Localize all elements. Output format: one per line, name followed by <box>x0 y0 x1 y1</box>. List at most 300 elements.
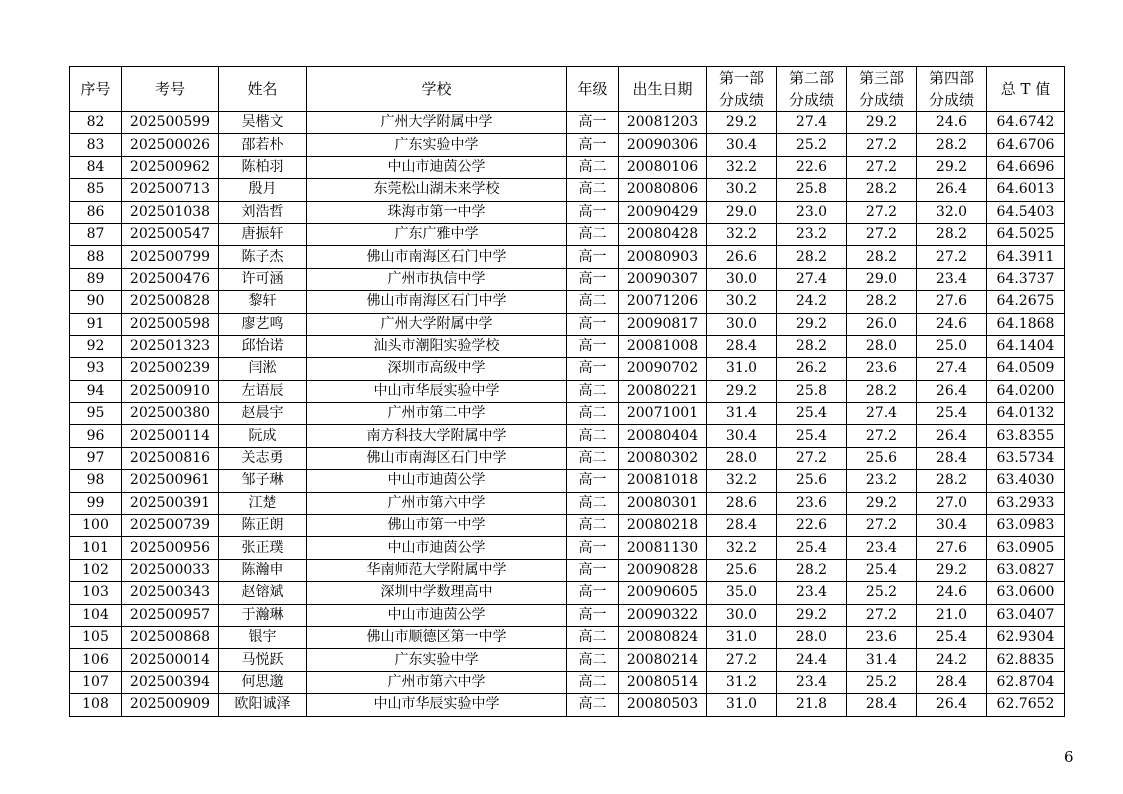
cell-total-t: 63.0600 <box>987 582 1065 604</box>
cell-part4-score: 27.2 <box>917 246 987 268</box>
cell-index: 95 <box>70 403 122 425</box>
table-row <box>70 447 1065 469</box>
cell-part1-score: 32.2 <box>707 156 777 178</box>
cell-index: 96 <box>70 425 122 447</box>
cell-birth-date: 20080404 <box>619 425 707 447</box>
cell-name: 赵晨宇 <box>219 403 307 425</box>
cell-part3-score: 23.2 <box>847 470 917 492</box>
cell-part2-score: 23.4 <box>777 671 847 693</box>
cell-part3-score: 27.2 <box>847 156 917 178</box>
cell-exam-number: 202500739 <box>122 515 219 537</box>
cell-grade: 高一 <box>567 582 619 604</box>
cell-name: 银宇 <box>219 626 307 648</box>
cell-index: 100 <box>70 515 122 537</box>
table-row <box>70 291 1065 313</box>
cell-grade: 高二 <box>567 179 619 201</box>
cell-exam-number: 202500239 <box>122 358 219 380</box>
cell-birth-date: 20080221 <box>619 380 707 402</box>
cell-school: 广州大学附属中学 <box>307 112 567 134</box>
cell-name: 马悦跃 <box>219 649 307 671</box>
cell-part2-score: 29.2 <box>777 604 847 626</box>
cell-index: 106 <box>70 649 122 671</box>
cell-school: 珠海市第一中学 <box>307 201 567 223</box>
cell-grade: 高一 <box>567 201 619 223</box>
cell-index: 97 <box>70 447 122 469</box>
header-grade: 年级 <box>567 67 619 112</box>
cell-school: 广东广雅中学 <box>307 223 567 245</box>
cell-part3-score: 28.2 <box>847 179 917 201</box>
cell-index: 93 <box>70 358 122 380</box>
cell-school: 佛山市南海区石门中学 <box>307 246 567 268</box>
cell-total-t: 63.0407 <box>987 604 1065 626</box>
cell-part2-score: 24.4 <box>777 649 847 671</box>
cell-part3-score: 25.2 <box>847 582 917 604</box>
cell-exam-number: 202500391 <box>122 492 219 514</box>
cell-name: 陈瀚申 <box>219 559 307 581</box>
table-row <box>70 179 1065 201</box>
header-part2-score: 第二部 分成绩 <box>777 67 847 112</box>
cell-birth-date: 20090828 <box>619 559 707 581</box>
cell-part2-score: 23.6 <box>777 492 847 514</box>
cell-exam-number: 202501038 <box>122 201 219 223</box>
cell-part4-score: 25.0 <box>917 335 987 357</box>
cell-total-t: 64.0132 <box>987 403 1065 425</box>
cell-school: 东莞松山湖未来学校 <box>307 179 567 201</box>
cell-grade: 高二 <box>567 447 619 469</box>
cell-part4-score: 28.2 <box>917 134 987 156</box>
table-row <box>70 268 1065 290</box>
cell-part3-score: 29.2 <box>847 492 917 514</box>
cell-index: 98 <box>70 470 122 492</box>
cell-part4-score: 21.0 <box>917 604 987 626</box>
cell-index: 105 <box>70 626 122 648</box>
cell-total-t: 63.8355 <box>987 425 1065 447</box>
cell-part2-score: 25.4 <box>777 425 847 447</box>
cell-part1-score: 31.4 <box>707 403 777 425</box>
cell-name: 廖艺鸣 <box>219 313 307 335</box>
cell-index: 107 <box>70 671 122 693</box>
cell-index: 92 <box>70 335 122 357</box>
cell-birth-date: 20090306 <box>619 134 707 156</box>
cell-total-t: 62.8704 <box>987 671 1065 693</box>
cell-part2-score: 28.2 <box>777 559 847 581</box>
cell-grade: 高二 <box>567 156 619 178</box>
cell-part3-score: 23.6 <box>847 626 917 648</box>
header-part1-score: 第一部 分成绩 <box>707 67 777 112</box>
cell-exam-number: 202500547 <box>122 223 219 245</box>
cell-index: 91 <box>70 313 122 335</box>
table-body <box>70 112 1065 717</box>
header-birth-date: 出生日期 <box>619 67 707 112</box>
cell-index: 86 <box>70 201 122 223</box>
cell-part1-score: 27.2 <box>707 649 777 671</box>
cell-school: 广州市第六中学 <box>307 492 567 514</box>
cell-part2-score: 28.2 <box>777 246 847 268</box>
cell-index: 84 <box>70 156 122 178</box>
cell-school: 广东实验中学 <box>307 649 567 671</box>
cell-birth-date: 20090322 <box>619 604 707 626</box>
cell-part4-score: 26.4 <box>917 380 987 402</box>
cell-part2-score: 28.0 <box>777 626 847 648</box>
cell-school: 中山市迪茵公学 <box>307 604 567 626</box>
table-row <box>70 112 1065 134</box>
cell-part1-score: 28.4 <box>707 335 777 357</box>
cell-grade: 高一 <box>567 134 619 156</box>
cell-name: 于瀚琳 <box>219 604 307 626</box>
cell-part1-score: 29.2 <box>707 380 777 402</box>
cell-birth-date: 20071206 <box>619 291 707 313</box>
cell-part4-score: 27.0 <box>917 492 987 514</box>
cell-index: 108 <box>70 694 122 716</box>
header-name: 姓名 <box>219 67 307 112</box>
cell-birth-date: 20080302 <box>619 447 707 469</box>
cell-part3-score: 25.6 <box>847 447 917 469</box>
cell-birth-date: 20080106 <box>619 156 707 178</box>
cell-school: 广州市执信中学 <box>307 268 567 290</box>
cell-part2-score: 23.2 <box>777 223 847 245</box>
cell-school: 佛山市顺德区第一中学 <box>307 626 567 648</box>
cell-total-t: 63.2933 <box>987 492 1065 514</box>
cell-part1-score: 28.4 <box>707 515 777 537</box>
cell-total-t: 64.6696 <box>987 156 1065 178</box>
cell-part1-score: 28.0 <box>707 447 777 469</box>
cell-birth-date: 20080903 <box>619 246 707 268</box>
cell-name: 何思邈 <box>219 671 307 693</box>
cell-exam-number: 202500598 <box>122 313 219 335</box>
cell-part1-score: 31.2 <box>707 671 777 693</box>
cell-school: 深圳中学数理高中 <box>307 582 567 604</box>
cell-part4-score: 25.4 <box>917 403 987 425</box>
cell-name: 邱怡诺 <box>219 335 307 357</box>
cell-exam-number: 202500828 <box>122 291 219 313</box>
cell-part2-score: 21.8 <box>777 694 847 716</box>
cell-birth-date: 20080214 <box>619 649 707 671</box>
cell-grade: 高二 <box>567 223 619 245</box>
cell-name: 陈正朗 <box>219 515 307 537</box>
cell-school: 佛山市南海区石门中学 <box>307 291 567 313</box>
cell-part4-score: 32.0 <box>917 201 987 223</box>
cell-school: 中山市华辰实验中学 <box>307 380 567 402</box>
table-row <box>70 671 1065 693</box>
cell-exam-number: 202500599 <box>122 112 219 134</box>
cell-name: 左语辰 <box>219 380 307 402</box>
cell-part3-score: 27.4 <box>847 403 917 425</box>
cell-part3-score: 27.2 <box>847 604 917 626</box>
cell-part3-score: 23.6 <box>847 358 917 380</box>
cell-part3-score: 27.2 <box>847 201 917 223</box>
cell-name: 邹子琳 <box>219 470 307 492</box>
table-row <box>70 201 1065 223</box>
cell-exam-number: 202500799 <box>122 246 219 268</box>
cell-index: 90 <box>70 291 122 313</box>
cell-part4-score: 26.4 <box>917 694 987 716</box>
cell-part2-score: 25.2 <box>777 134 847 156</box>
cell-school: 佛山市南海区石门中学 <box>307 447 567 469</box>
cell-part1-score: 32.2 <box>707 223 777 245</box>
table-row <box>70 582 1065 604</box>
cell-part3-score: 28.0 <box>847 335 917 357</box>
cell-grade: 高二 <box>567 671 619 693</box>
cell-school: 南方科技大学附属中学 <box>307 425 567 447</box>
table-row <box>70 694 1065 716</box>
cell-school: 广州市第六中学 <box>307 671 567 693</box>
cell-part2-score: 26.2 <box>777 358 847 380</box>
cell-part2-score: 25.4 <box>777 403 847 425</box>
cell-total-t: 63.5734 <box>987 447 1065 469</box>
table-row <box>70 649 1065 671</box>
cell-exam-number: 202500868 <box>122 626 219 648</box>
cell-part3-score: 28.2 <box>847 246 917 268</box>
cell-part1-score: 31.0 <box>707 358 777 380</box>
cell-grade: 高一 <box>567 112 619 134</box>
cell-name: 许可涵 <box>219 268 307 290</box>
cell-exam-number: 202500957 <box>122 604 219 626</box>
cell-exam-number: 202500114 <box>122 425 219 447</box>
cell-part1-score: 31.0 <box>707 626 777 648</box>
cell-name: 张正璞 <box>219 537 307 559</box>
cell-name: 关志勇 <box>219 447 307 469</box>
cell-total-t: 64.0200 <box>987 380 1065 402</box>
cell-birth-date: 20081203 <box>619 112 707 134</box>
cell-index: 89 <box>70 268 122 290</box>
cell-part4-score: 25.4 <box>917 626 987 648</box>
cell-part1-score: 32.2 <box>707 537 777 559</box>
cell-total-t: 62.8835 <box>987 649 1065 671</box>
cell-index: 94 <box>70 380 122 402</box>
cell-part3-score: 27.2 <box>847 515 917 537</box>
header-total-t: 总 T 值 <box>987 67 1065 112</box>
cell-index: 87 <box>70 223 122 245</box>
cell-total-t: 64.0509 <box>987 358 1065 380</box>
cell-grade: 高二 <box>567 515 619 537</box>
cell-grade: 高一 <box>567 537 619 559</box>
cell-part2-score: 27.4 <box>777 268 847 290</box>
cell-birth-date: 20080824 <box>619 626 707 648</box>
cell-total-t: 64.6742 <box>987 112 1065 134</box>
cell-grade: 高一 <box>567 246 619 268</box>
cell-total-t: 62.7652 <box>987 694 1065 716</box>
cell-part3-score: 31.4 <box>847 649 917 671</box>
cell-name: 阮成 <box>219 425 307 447</box>
cell-part3-score: 27.2 <box>847 223 917 245</box>
cell-exam-number: 202500380 <box>122 403 219 425</box>
cell-part4-score: 27.4 <box>917 358 987 380</box>
cell-school: 广州市第二中学 <box>307 403 567 425</box>
cell-part1-score: 25.6 <box>707 559 777 581</box>
cell-total-t: 64.2675 <box>987 291 1065 313</box>
cell-part2-score: 25.8 <box>777 179 847 201</box>
cell-total-t: 63.0905 <box>987 537 1065 559</box>
cell-exam-number: 202500014 <box>122 649 219 671</box>
cell-total-t: 63.0827 <box>987 559 1065 581</box>
cell-part2-score: 22.6 <box>777 156 847 178</box>
table-row <box>70 156 1065 178</box>
cell-exam-number: 202500956 <box>122 537 219 559</box>
header-index: 序号 <box>70 67 122 112</box>
table-row <box>70 425 1065 447</box>
cell-part3-score: 28.4 <box>847 694 917 716</box>
cell-birth-date: 20080301 <box>619 492 707 514</box>
cell-total-t: 63.4030 <box>987 470 1065 492</box>
cell-name: 闫淞 <box>219 358 307 380</box>
cell-school: 佛山市第一中学 <box>307 515 567 537</box>
cell-grade: 高二 <box>567 694 619 716</box>
cell-part1-score: 30.0 <box>707 313 777 335</box>
cell-grade: 高一 <box>567 358 619 380</box>
cell-part1-score: 30.0 <box>707 604 777 626</box>
cell-school: 汕头市潮阳实验学校 <box>307 335 567 357</box>
cell-part2-score: 22.6 <box>777 515 847 537</box>
cell-school: 深圳市高级中学 <box>307 358 567 380</box>
cell-index: 99 <box>70 492 122 514</box>
cell-part3-score: 29.2 <box>847 112 917 134</box>
table-row <box>70 537 1065 559</box>
table-row <box>70 335 1065 357</box>
table-row <box>70 246 1065 268</box>
cell-index: 88 <box>70 246 122 268</box>
cell-part4-score: 24.6 <box>917 112 987 134</box>
cell-exam-number: 202500910 <box>122 380 219 402</box>
cell-exam-number: 202500961 <box>122 470 219 492</box>
cell-school: 广东实验中学 <box>307 134 567 156</box>
cell-grade: 高一 <box>567 604 619 626</box>
cell-index: 83 <box>70 134 122 156</box>
cell-part2-score: 25.6 <box>777 470 847 492</box>
cell-grade: 高一 <box>567 470 619 492</box>
cell-part2-score: 25.4 <box>777 537 847 559</box>
cell-part4-score: 27.6 <box>917 291 987 313</box>
cell-name: 吴楷文 <box>219 112 307 134</box>
cell-part1-score: 30.0 <box>707 268 777 290</box>
cell-birth-date: 20080514 <box>619 671 707 693</box>
page-number: 6 <box>1064 748 1074 766</box>
cell-exam-number: 202500962 <box>122 156 219 178</box>
cell-exam-number: 202500476 <box>122 268 219 290</box>
cell-school: 中山市华辰实验中学 <box>307 694 567 716</box>
cell-birth-date: 20090817 <box>619 313 707 335</box>
cell-name: 唐振轩 <box>219 223 307 245</box>
cell-part4-score: 26.4 <box>917 425 987 447</box>
table-row <box>70 358 1065 380</box>
cell-total-t: 64.1404 <box>987 335 1065 357</box>
cell-total-t: 64.3737 <box>987 268 1065 290</box>
cell-total-t: 63.0983 <box>987 515 1065 537</box>
cell-part4-score: 28.2 <box>917 470 987 492</box>
cell-part3-score: 26.0 <box>847 313 917 335</box>
cell-name: 欧阳诚泽 <box>219 694 307 716</box>
cell-part1-score: 32.2 <box>707 470 777 492</box>
cell-part3-score: 28.2 <box>847 291 917 313</box>
cell-exam-number: 202500816 <box>122 447 219 469</box>
table-row <box>70 559 1065 581</box>
cell-part3-score: 27.2 <box>847 425 917 447</box>
cell-grade: 高二 <box>567 291 619 313</box>
table-row <box>70 492 1065 514</box>
cell-name: 黎轩 <box>219 291 307 313</box>
header-row <box>70 67 1065 112</box>
cell-name: 殷月 <box>219 179 307 201</box>
cell-grade: 高二 <box>567 649 619 671</box>
cell-birth-date: 20080428 <box>619 223 707 245</box>
results-table <box>69 66 1065 717</box>
cell-birth-date: 20080218 <box>619 515 707 537</box>
cell-index: 101 <box>70 537 122 559</box>
cell-total-t: 64.6706 <box>987 134 1065 156</box>
cell-birth-date: 20090429 <box>619 201 707 223</box>
cell-part1-score: 28.6 <box>707 492 777 514</box>
cell-school: 广州大学附属中学 <box>307 313 567 335</box>
cell-part2-score: 25.8 <box>777 380 847 402</box>
cell-part1-score: 30.2 <box>707 179 777 201</box>
table-row <box>70 515 1065 537</box>
cell-part4-score: 23.4 <box>917 268 987 290</box>
cell-part1-score: 29.2 <box>707 112 777 134</box>
cell-part1-score: 30.2 <box>707 291 777 313</box>
header-part3-score: 第三部 分成绩 <box>847 67 917 112</box>
cell-birth-date: 20081130 <box>619 537 707 559</box>
cell-birth-date: 20080503 <box>619 694 707 716</box>
table-row <box>70 223 1065 245</box>
cell-exam-number: 202500394 <box>122 671 219 693</box>
cell-grade: 高一 <box>567 335 619 357</box>
cell-school: 中山市迪茵公学 <box>307 470 567 492</box>
cell-grade: 高二 <box>567 403 619 425</box>
cell-total-t: 62.9304 <box>987 626 1065 648</box>
cell-school: 华南师范大学附属中学 <box>307 559 567 581</box>
cell-part4-score: 30.4 <box>917 515 987 537</box>
cell-index: 103 <box>70 582 122 604</box>
cell-part1-score: 30.4 <box>707 425 777 447</box>
cell-part1-score: 26.6 <box>707 246 777 268</box>
cell-index: 85 <box>70 179 122 201</box>
header-school: 学校 <box>307 67 567 112</box>
cell-part4-score: 28.2 <box>917 223 987 245</box>
cell-part1-score: 29.0 <box>707 201 777 223</box>
cell-part2-score: 28.2 <box>777 335 847 357</box>
cell-part4-score: 24.6 <box>917 313 987 335</box>
cell-exam-number: 202500909 <box>122 694 219 716</box>
cell-part4-score: 27.6 <box>917 537 987 559</box>
cell-part4-score: 28.4 <box>917 447 987 469</box>
cell-part2-score: 27.2 <box>777 447 847 469</box>
cell-exam-number: 202500343 <box>122 582 219 604</box>
cell-birth-date: 20080806 <box>619 179 707 201</box>
cell-part2-score: 23.0 <box>777 201 847 223</box>
cell-total-t: 64.1868 <box>987 313 1065 335</box>
cell-part4-score: 24.6 <box>917 582 987 604</box>
cell-part3-score: 25.2 <box>847 671 917 693</box>
cell-school: 中山市迪茵公学 <box>307 156 567 178</box>
cell-grade: 高二 <box>567 380 619 402</box>
cell-part4-score: 26.4 <box>917 179 987 201</box>
cell-grade: 高一 <box>567 559 619 581</box>
cell-part3-score: 27.2 <box>847 134 917 156</box>
cell-part2-score: 29.2 <box>777 313 847 335</box>
cell-part4-score: 24.2 <box>917 649 987 671</box>
cell-birth-date: 20071001 <box>619 403 707 425</box>
header-exam-number: 考号 <box>122 67 219 112</box>
cell-grade: 高一 <box>567 268 619 290</box>
cell-part4-score: 29.2 <box>917 156 987 178</box>
table-row <box>70 134 1065 156</box>
cell-total-t: 64.6013 <box>987 179 1065 201</box>
cell-part3-score: 23.4 <box>847 537 917 559</box>
cell-exam-number: 202501323 <box>122 335 219 357</box>
table-row <box>70 470 1065 492</box>
cell-part3-score: 29.0 <box>847 268 917 290</box>
cell-name: 江楚 <box>219 492 307 514</box>
cell-birth-date: 20090307 <box>619 268 707 290</box>
